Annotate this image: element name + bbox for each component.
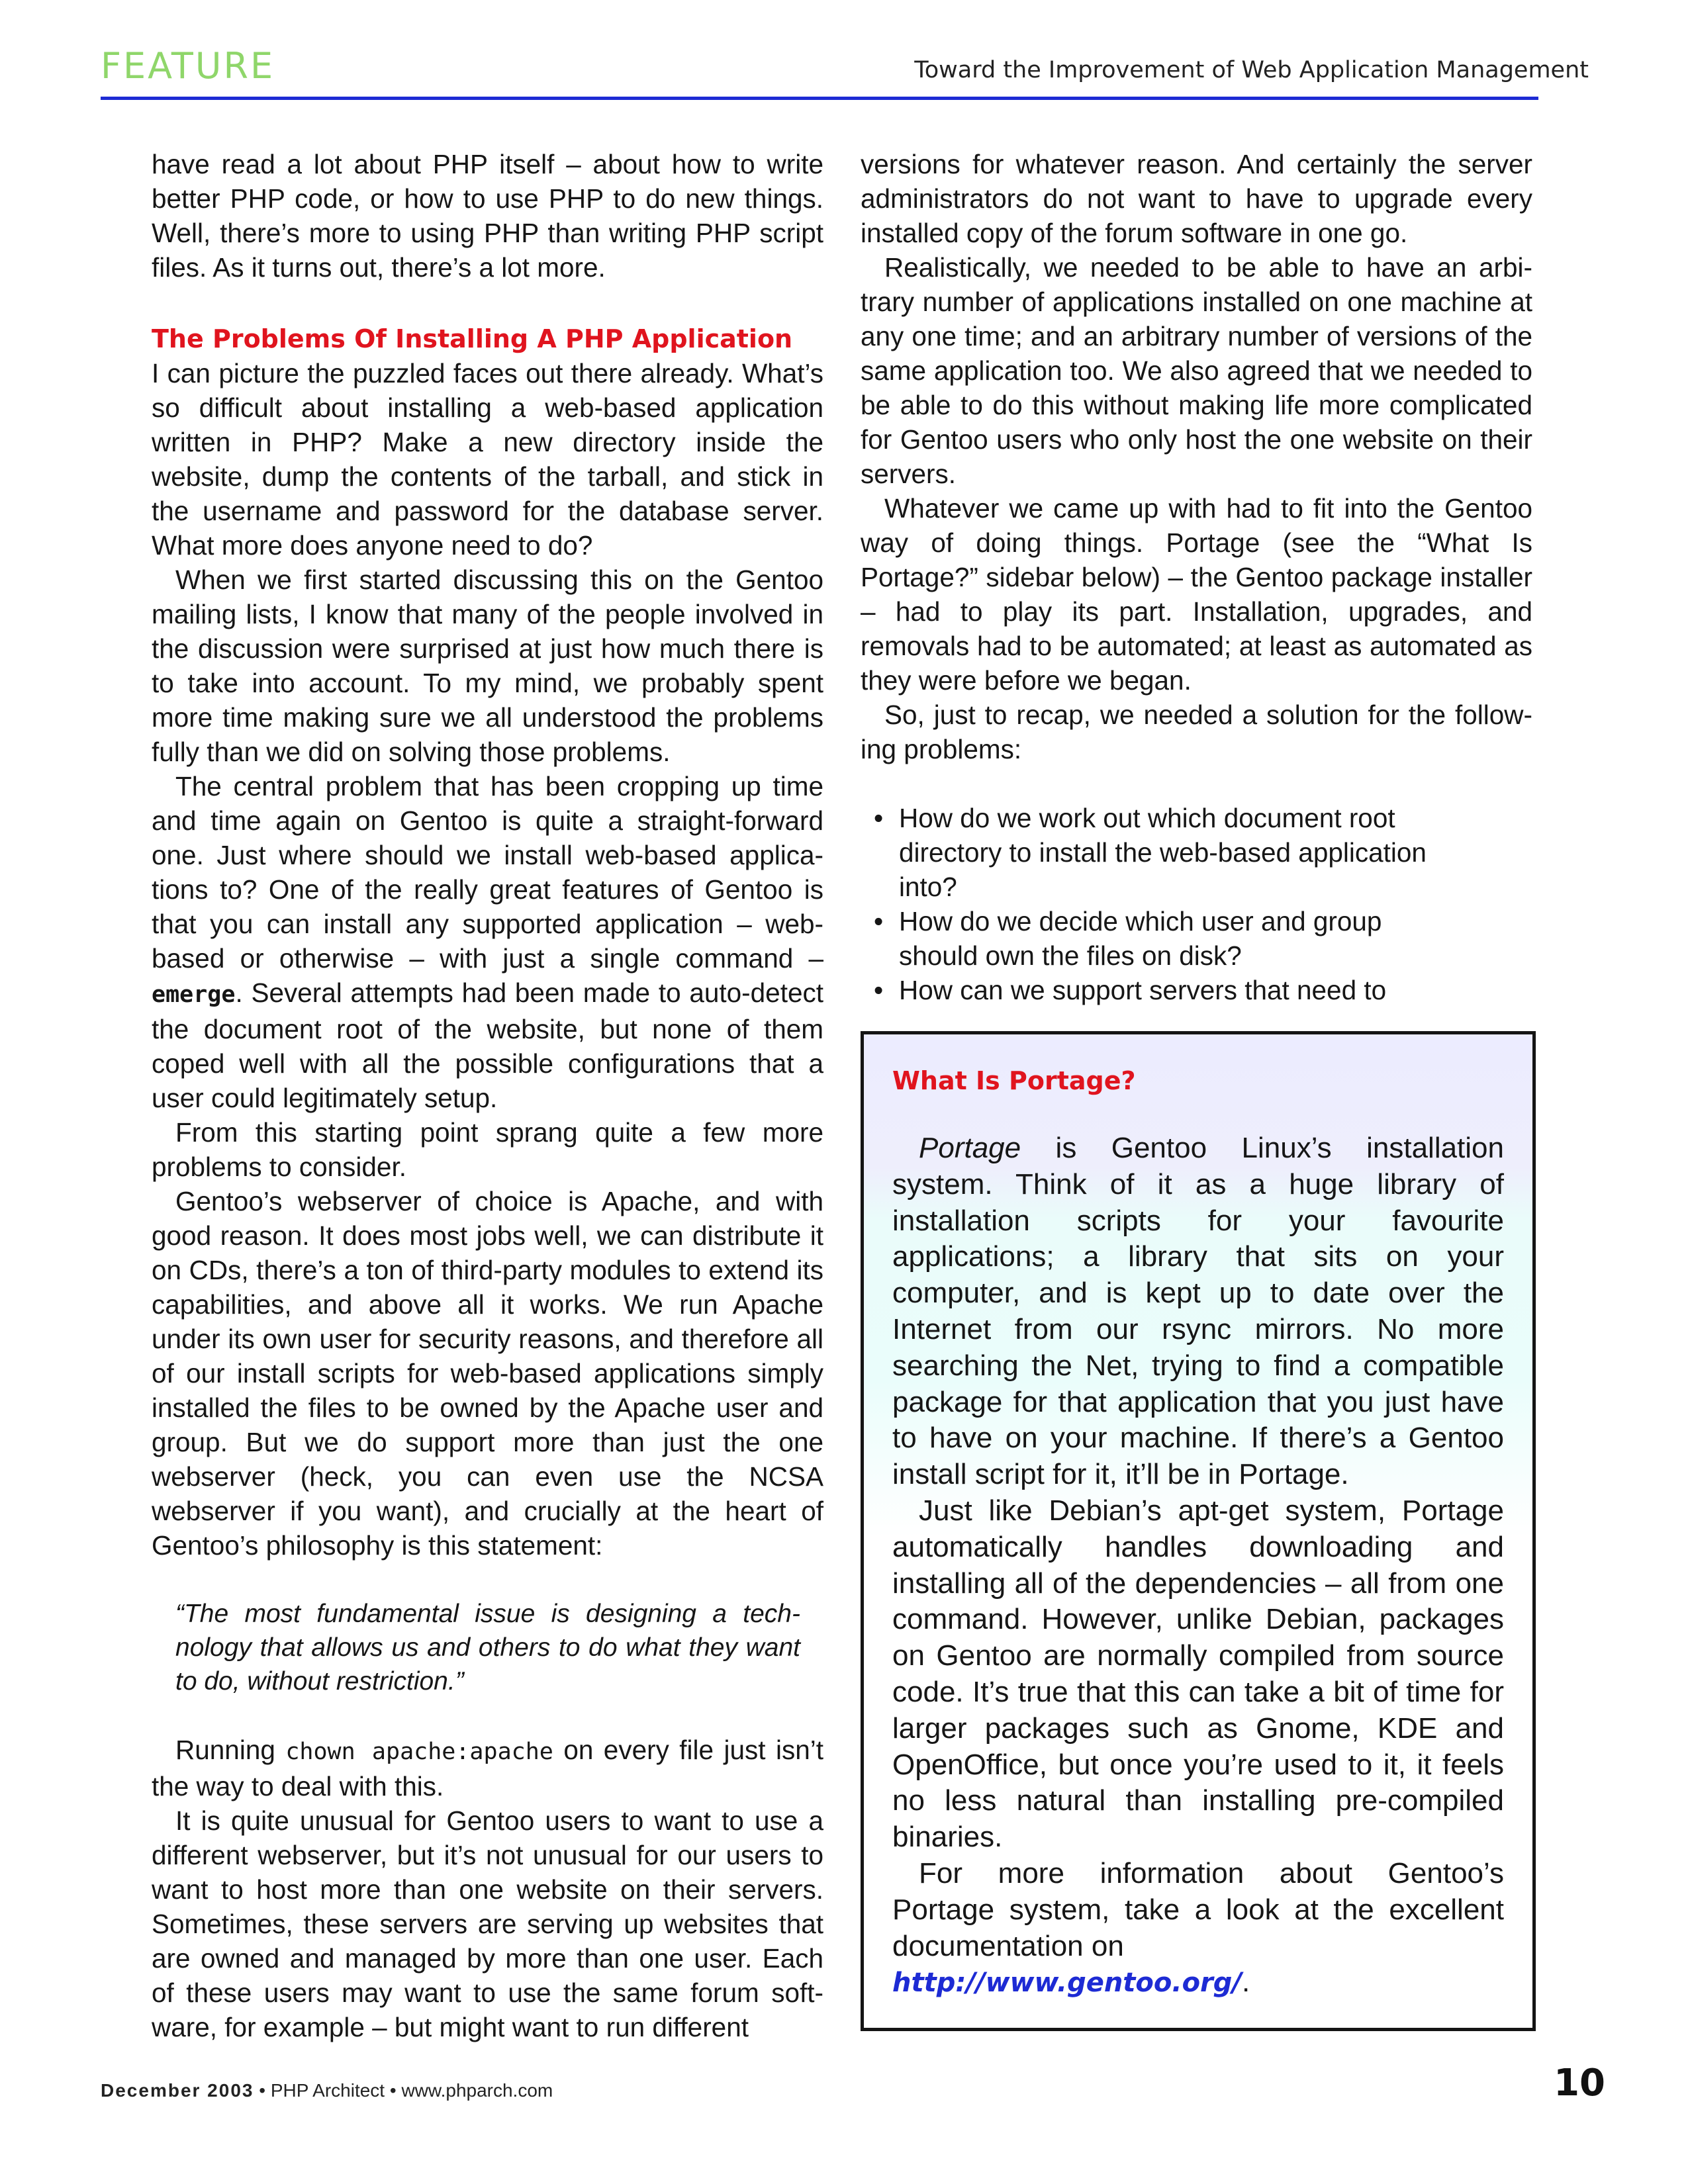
article-title: Toward the Improvement of Web Application Management: [914, 57, 1589, 83]
paragraph: versions for whatever reason. And certainly the server administrators do not want to have to upgrade every installed copy of the forum software in one go.: [861, 149, 1532, 248]
paragraph-text: Running: [175, 1735, 286, 1765]
gentoo-link[interactable]: http://www.gentoo.org/: [892, 1968, 1243, 1999]
footer: [101, 2080, 553, 2101]
portage-sidebar: [861, 1031, 1536, 2031]
paragraph: Gentoo’s webserver of choice is Apache, and with good reason. It does most jobs well, we can distribute it on CDs, there’s a ton of third-party modules to extend its capabilities, and above all it works. We run Apache under its own user for security reasons, and therefore all of our install scripts for web-based applications simply installed the files to be owned by the Apache user and group. But we do support more than just the one webserver (heck, you can even use the NCSA webserver if you want), and crucially at the heart of Gentoo’s philosophy is this statement:: [152, 1186, 823, 1561]
section-heading: The Problems Of Installing A PHP Application: [152, 324, 793, 353]
paragraph: [152, 1733, 823, 1803]
paragraph-text: The central problem that has been cropping up time and time again on Gentoo is quite a straight-forward one. Just where should we install web-based applications to? One of the really great features of Gentoo is that you can install any supported application – web-based or otherwise – with just a single command –: [152, 771, 823, 974]
paragraph: Whatever we came up with had to fit into the Gentoo way of doing things. Portage (see the “What Is Portage?” sidebar below) – the Gentoo package installer – had to play its part. Installation, upgrades, and removals had to be automated; at least as automated as they were before we began.: [861, 493, 1532, 696]
paragraph-text: . Several attempts had been made to auto-detect the document root of the website, but none of them coped well with all the possible configurations that a user could legitimately setup.: [152, 978, 823, 1113]
separator: •: [254, 2080, 271, 2101]
magazine-name: PHP Architect: [270, 2080, 385, 2101]
punctuation: .: [1242, 1966, 1250, 1999]
paragraph: From this starting point sprang quite a few more problems to consider.: [152, 1117, 823, 1182]
right-column: [861, 147, 1532, 1007]
pull-quote: “The most fundamental issue is designing a technology that allows us and others to do what they want to do, without restriction.”: [175, 1600, 800, 1696]
left-column: [152, 147, 823, 2044]
section-label: FEATURE: [101, 45, 275, 87]
paragraph: I can picture the puzzled faces out there already. What’s so difficult about installing a web-based application written in PHP? Make a new directory inside the website, dump the contents of the tarball, and stick in the username and password for the database server. What more does anyone need to do?: [152, 358, 823, 561]
header-divider: [101, 97, 1538, 100]
issue-date: December 2003: [101, 2080, 254, 2101]
list-item-text: How do we work out which document root directory to install the web-based application into?: [899, 803, 1427, 902]
sidebar-body: [892, 1130, 1504, 2001]
paragraph: Just like Debian’s apt-get system, Portage automatically handles downloading and installing all of the dependencies – all from one command. However, unlike Debian, packages on Gentoo are normally compiled from source code. It’s true that this can take a bit of time for larger packages such as Gnome, KDE and OpenOffice, but once you’re used to it, it feels no less natural than installing pre-compiled binaries.: [892, 1494, 1504, 1854]
code-emerge: emerge: [152, 981, 236, 1008]
list-item-text: How do we decide which user and group should own the files on disk?: [899, 906, 1382, 971]
paragraph: [892, 1856, 1504, 2001]
portage-term: Portage: [919, 1132, 1021, 1164]
paragraph: It is quite unusual for Gentoo users to want to use a different webserver, but it’s not unusual for our users to want to host more than one website on their servers. Sometimes, these servers are serving up websites that are owned and managed by more than one user. Each of these users may want to use the same forum software, for example – but might want to run different: [152, 1805, 823, 2042]
list-item: [861, 801, 1532, 904]
paragraph: [152, 769, 823, 1115]
page-number: 10: [1554, 2062, 1605, 2105]
list-item: [861, 904, 1532, 973]
problem-list: [861, 801, 1532, 1007]
code-chown: chown apache:apache: [285, 1739, 553, 1765]
paragraph: So, just to recap, we needed a solution for the following problems:: [861, 700, 1532, 764]
paragraph: When we first started discussing this on the Gentoo mailing lists, I know that many of the people involved in the discussion were surprised at just how much there is to take into account. To my mind, we probably spent more time making sure we all understood the problems fully than we did on solving those problems.: [152, 565, 823, 767]
sidebar-title: What Is Portage?: [892, 1066, 1136, 1095]
magazine-url: www.phparch.com: [401, 2080, 553, 2101]
separator: •: [385, 2080, 402, 2101]
paragraph: have read a lot about PHP itself – about how to write better PHP code, or how to use PHP to do new things. Well, there’s more to using PHP than writing PHP script files. As it turns out, there’s a lot more.: [152, 149, 823, 283]
list-item: [861, 973, 1532, 1007]
bullet-icon: •: [874, 975, 884, 1005]
paragraph-text: For more information about Gentoo’s Portage system, take a look at the excellent documentation on: [892, 1856, 1504, 1962]
paragraph: Realistically, we needed to be able to have an arbitrary number of applications installed on one machine at any one time; and an arbitrary number of versions of the same application too. We also agreed that we needed to be able to do this without making life more complicated for Gentoo users who only host the one website on their servers.: [861, 252, 1532, 489]
paragraph: [892, 1130, 1504, 1493]
paragraph-text: on every file just isn’t the way to deal with this.: [152, 1735, 823, 1801]
bullet-icon: •: [874, 906, 884, 936]
bullet-icon: •: [874, 803, 884, 833]
paragraph-text: is Gentoo Linux’s installation system. Think of it as a huge library of installation scripts for your favourite applications; a library that sits on your computer, and is kept up to date over the Internet from our rsync mirrors. No more searching the Net, trying to find a compatible package for that application that you just have to have on your machine. If there’s a Gentoo install script for it, it’ll be in Portage.: [892, 1132, 1504, 1491]
list-item-text: How can we support servers that need to: [899, 975, 1387, 1005]
